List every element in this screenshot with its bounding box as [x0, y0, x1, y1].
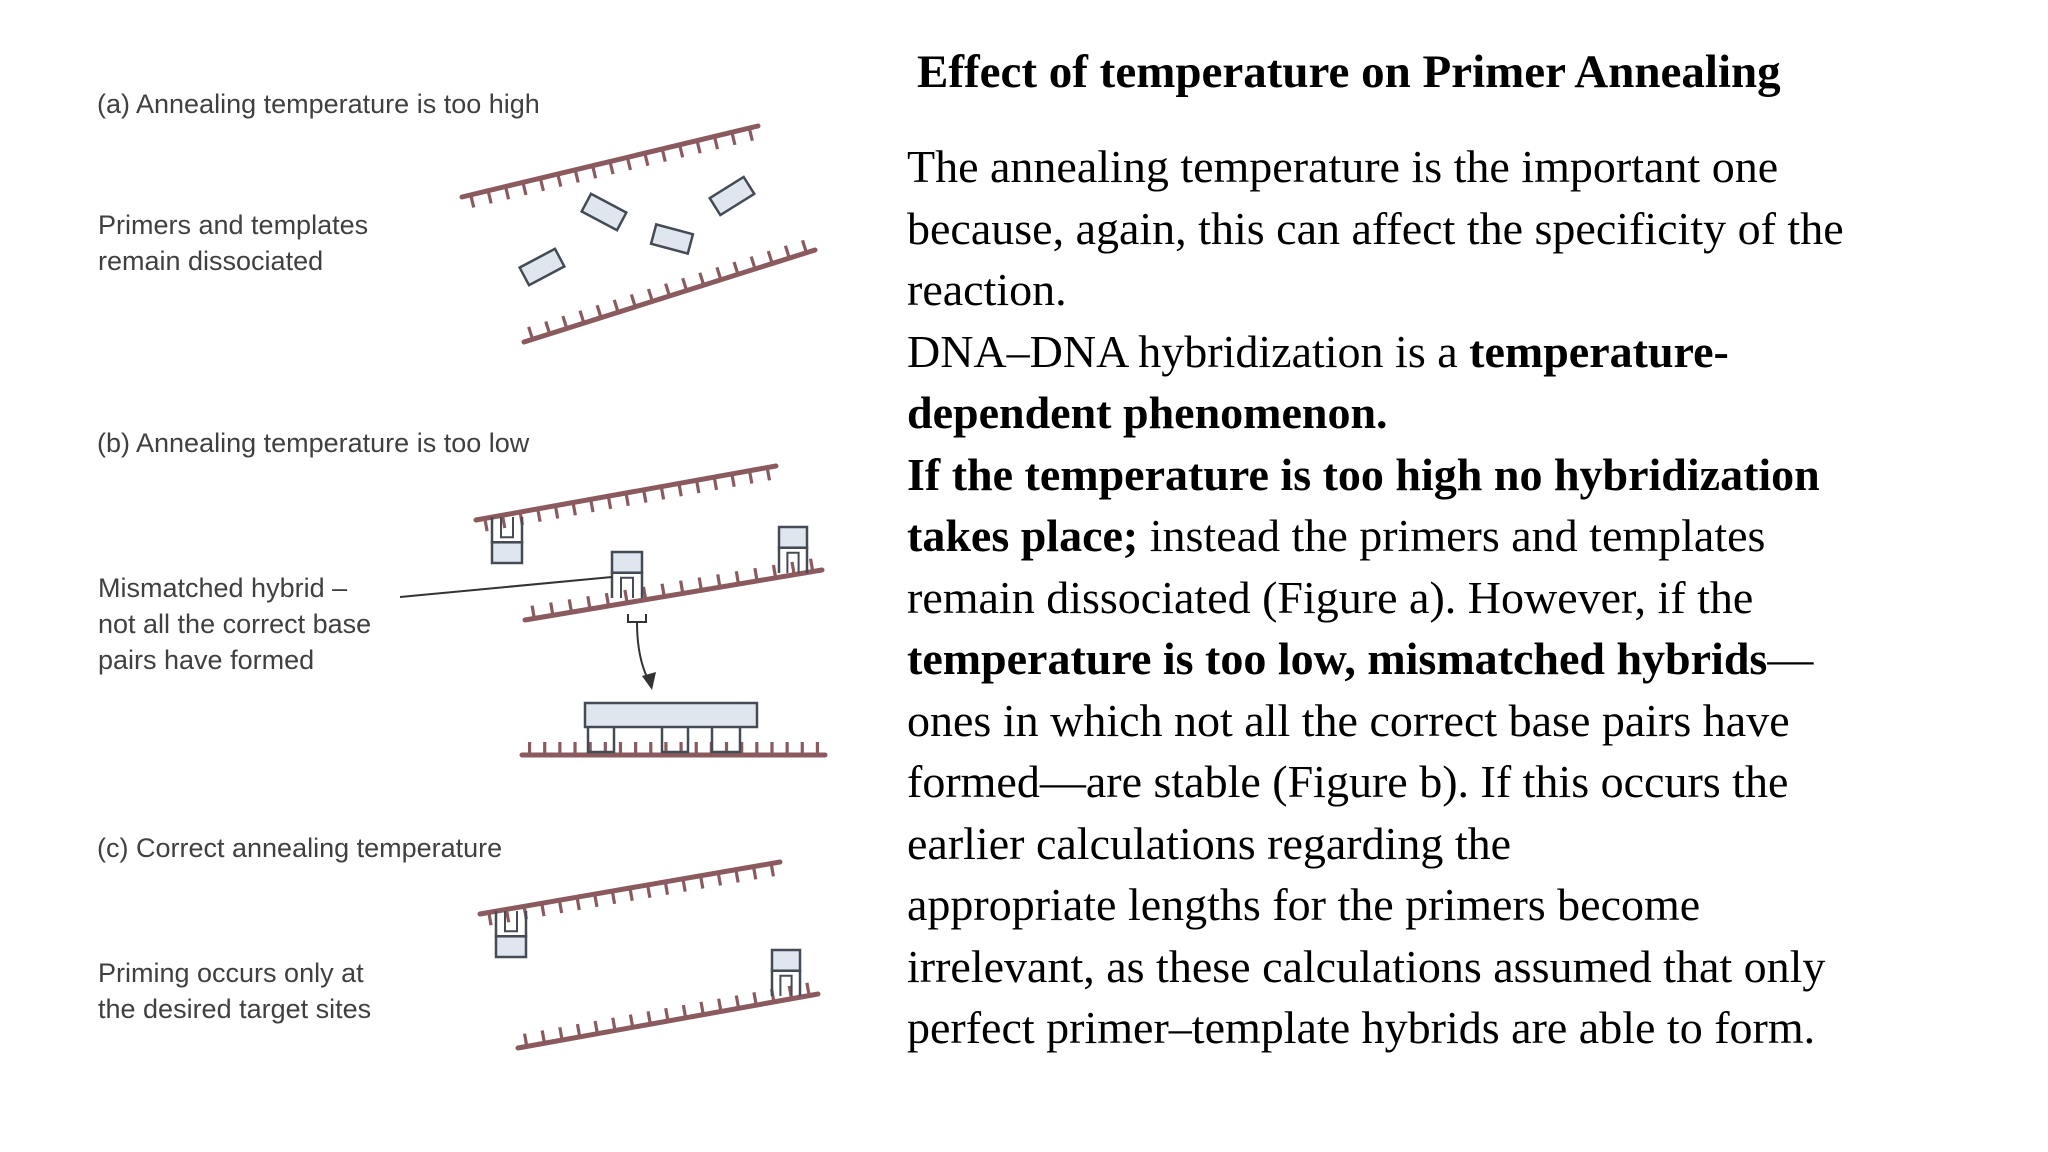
strand-base	[683, 1005, 685, 1018]
strand-base	[732, 474, 734, 487]
panel-a-free-primer	[710, 177, 755, 215]
primer-box	[492, 542, 522, 563]
strand-base	[803, 240, 807, 252]
strand-base	[665, 882, 667, 895]
body-line: The annealing temperature is the important one	[907, 141, 1779, 192]
body-line: perfect primer–template hybrids are able to form.	[907, 1002, 1816, 1053]
panel-c-bound-primer	[496, 911, 526, 957]
panel-c-label-line: Priming occurs only at	[98, 958, 364, 988]
strand-base	[661, 487, 663, 500]
strand-base	[736, 571, 738, 584]
panel-b-zoom-bracket	[628, 614, 646, 622]
strand-base	[643, 587, 645, 600]
primer-bracket	[772, 971, 800, 996]
strand-base	[792, 562, 794, 575]
panel-b-zoom-basepair	[588, 727, 614, 752]
strand-base	[701, 1002, 703, 1015]
strand-base	[555, 506, 557, 519]
strand-base	[560, 1027, 562, 1040]
strand-base	[542, 903, 544, 916]
strand-base	[666, 1008, 668, 1021]
panel-b-zoom-arrow	[637, 622, 650, 683]
body-line: appropriate lengths for the primers become	[907, 879, 1701, 930]
panel-b-label	[98, 570, 371, 678]
strand-base	[648, 289, 652, 301]
strand-base	[613, 1018, 615, 1031]
strand-base	[754, 992, 756, 1005]
panel-b-zoom-arrowhead	[642, 672, 656, 690]
body-bold-run: takes place;	[907, 510, 1139, 561]
strand-base	[785, 246, 789, 258]
strand-base	[573, 503, 575, 516]
strand-base	[714, 477, 716, 490]
body-line: remain dissociated (Figure a). However, if the	[907, 571, 1754, 623]
body-text-run: —	[1767, 633, 1814, 684]
strand-base	[699, 577, 701, 590]
strand-base	[588, 596, 590, 609]
body-line: irrelevant, as these calculations assumed that only	[907, 940, 1826, 992]
panel-a-free-primer	[520, 249, 565, 285]
strand-base	[683, 278, 687, 290]
strand-base	[736, 995, 738, 1008]
primer-box	[779, 527, 807, 548]
body-bold-run: temperature is too low, mismatched hybrids	[907, 633, 1768, 684]
body-line	[907, 444, 2027, 506]
strand-base	[577, 1024, 579, 1037]
strand-base	[631, 294, 635, 306]
strand-base	[538, 509, 540, 522]
panel-b-bound-primer	[492, 517, 522, 563]
strand-base	[525, 1034, 527, 1047]
primer-box	[496, 936, 526, 957]
body-bold-run: dependent phenomenon.	[907, 387, 1388, 438]
panel-b-mismatched-primer	[612, 552, 642, 598]
body-line	[907, 505, 2027, 567]
strand-base	[681, 581, 683, 594]
strand-base	[734, 262, 738, 274]
strand-base	[717, 267, 721, 279]
body-line	[907, 628, 2027, 690]
panel-a-label-line: remain dissociated	[98, 246, 324, 276]
strand-base	[683, 879, 685, 892]
strand-base	[577, 897, 579, 910]
body-text-run: instead the primers and templates	[1138, 510, 1766, 561]
panel-a-bottom-strand	[524, 240, 815, 342]
panel-b-label-line: not all the correct base	[98, 609, 372, 639]
strand-base	[532, 606, 534, 619]
strand-base	[569, 599, 571, 612]
body-bold-run: temperature-	[1469, 325, 1729, 377]
strand-base	[718, 574, 720, 587]
primer-bracket	[492, 517, 522, 542]
strand-base	[768, 251, 772, 263]
strand-base	[595, 1021, 597, 1034]
strand-base	[506, 909, 508, 922]
strand-base	[718, 873, 720, 886]
panel-b-bottom-strand	[525, 559, 822, 620]
strand-backbone	[525, 570, 822, 620]
strand-base	[626, 493, 628, 506]
strand-base	[754, 867, 756, 880]
strand-base	[542, 1030, 544, 1043]
strand-base	[551, 602, 553, 615]
body-line: earlier calculations regarding the	[907, 817, 1512, 869]
strand-base	[529, 327, 533, 339]
strand-base	[630, 888, 632, 901]
body-text-run: DNA–DNA hybridization is a	[907, 325, 1470, 377]
strand-base	[750, 471, 752, 484]
strand-base	[666, 284, 670, 296]
primer-box	[612, 552, 642, 573]
strand-base	[608, 496, 610, 509]
panel-a-label-line: Primers and templates	[98, 210, 369, 240]
strand-base	[563, 316, 567, 328]
strand-base	[697, 480, 699, 493]
body-line	[907, 321, 2027, 383]
body-line: because, again, this can affect the specificity of the	[907, 202, 1844, 254]
panel-a-caption: (a) Annealing temperature is too high	[97, 89, 540, 119]
strand-base	[644, 490, 646, 503]
strand-base	[648, 885, 650, 898]
body-paragraph	[907, 136, 2027, 1059]
panel-b-pointer-line	[400, 577, 612, 597]
panel-c-label-line: the desired target sites	[98, 994, 372, 1024]
strand-base	[546, 321, 550, 333]
panel-b-caption: (b) Annealing temperature is too low	[97, 428, 530, 458]
body-line: reaction.	[907, 264, 1067, 315]
strand-base	[595, 894, 597, 907]
body-line: formed—are stable (Figure b). If this occurs the	[907, 756, 1789, 807]
strand-base	[485, 518, 487, 531]
strand-base	[559, 900, 561, 913]
strand-base	[771, 864, 773, 877]
strand-base	[807, 983, 809, 996]
strand-base	[630, 1015, 632, 1028]
strand-base	[700, 273, 704, 285]
panel-a-label	[98, 207, 368, 279]
strand-base	[751, 257, 755, 269]
body-bold-run: If the temperature is too high no hybridization	[907, 448, 1820, 500]
strand-base	[719, 999, 721, 1012]
panel-c-caption: (c) Correct annealing temperature	[97, 833, 503, 863]
strand-base	[648, 1011, 650, 1024]
strand-base	[614, 300, 618, 312]
panel-a-free-primer	[582, 194, 627, 230]
strand-base	[767, 468, 769, 481]
strand-base	[606, 593, 608, 606]
strand-base	[679, 483, 681, 496]
body-line: ones in which not all the correct base pairs have	[907, 694, 1790, 746]
strand-base	[811, 559, 813, 572]
slide-title: Effect of temperature on Primer Annealing	[917, 46, 1781, 98]
panel-b-label-line: Mismatched hybrid –	[98, 573, 348, 603]
panel-b-zoom-primer	[585, 703, 757, 727]
primer-box	[772, 950, 800, 971]
strand-base	[755, 568, 757, 581]
strand-base	[625, 590, 627, 603]
strand-base	[612, 891, 614, 904]
strand-base	[580, 311, 584, 323]
strand-base	[597, 305, 601, 317]
panel-a-free-primer	[651, 224, 693, 253]
primer-bracket	[496, 911, 526, 936]
strand-base	[701, 876, 703, 889]
panel-c-label	[98, 955, 371, 1027]
panel-c-bound-primer	[772, 950, 800, 996]
strand-base	[489, 912, 491, 925]
strand-base	[662, 584, 664, 597]
strand-base	[502, 515, 504, 528]
pcr-annealing-figure	[0, 0, 860, 1152]
strand-base	[736, 870, 738, 883]
panel-b-label-line: pairs have formed	[98, 645, 315, 675]
body-line	[907, 382, 2027, 444]
strand-base	[773, 565, 775, 578]
strand-base	[591, 499, 593, 512]
